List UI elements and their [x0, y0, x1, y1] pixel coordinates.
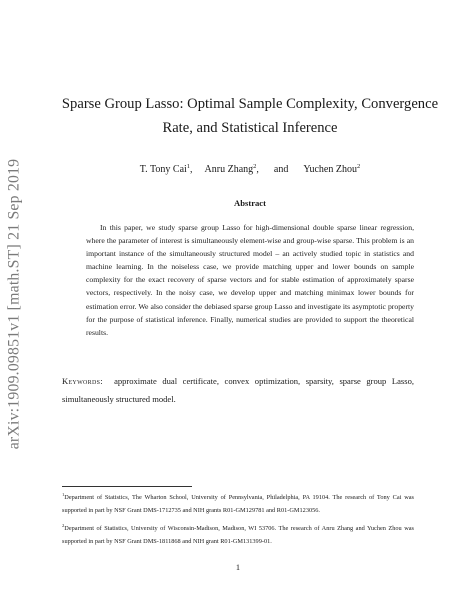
footnote-mark: 2: [62, 523, 65, 529]
author-name: Anru Zhang: [204, 164, 254, 175]
footnote: [62, 520, 414, 548]
author-list: T. Tony Cai$^1$, Anru Zhang$^2$, and Yuchen Zhou$^2$: [139, 163, 361, 175]
abstract-heading: Abstract: [234, 198, 266, 208]
author-affiliation-mark: 1: [186, 163, 191, 170]
arxiv-identifier-text: arXiv:1909.09851v1 [math.ST] 21 Sep 2019: [5, 158, 22, 450]
footnotes: [62, 489, 414, 552]
author-conjunction: and: [273, 164, 289, 175]
abstract-body: In this paper, we study sparse group Lasso for high-dimensional double sparse linear regression, where the parameter of interest is simultaneously element-wise and group-wise sparse. This problem is an important instance of the simultaneously structured model – an actively studied topic in statistics and machine learning. In the noiseless case, we provide matching upper and lower bounds on sample complexity for the exact recovery of sparse vectors and for stable estimation of approximately sparse vectors, respectively. In the noisy case, we develop upper and matching minimax lower bounds for estimation error. We also consider the debiased sparse group Lasso and investigate its asymptotic property for the purpose of statistical inference. Finally, numerical studies are provided to support the theoretical results.: [86, 223, 414, 337]
footnote-divider: [62, 486, 192, 487]
arxiv-identifier-stamp: [2, 154, 26, 454]
paper-title: Sparse Group Lasso: Optimal Sample Complexity, Convergence Rate, and Statistical Inference: [61, 96, 439, 136]
page-number: 1: [235, 563, 241, 572]
author-name: Yuchen Zhou: [303, 164, 357, 175]
footnote-mark: 1: [62, 492, 65, 497]
author-name: T. Tony Cai: [139, 164, 187, 175]
footnote: [62, 489, 414, 517]
footnote-text: Department of Statistics, University of Wisconsin-Madison, Madison, WI 53706. The research of Anru Zhang and Yuchen Zhou was supported in part by NSF Grant DMS-1811868 and NIH grant R01-GM131399-01.: [62, 525, 414, 546]
keywords-label: Keywords:: [62, 376, 103, 386]
footnote-text: Department of Statistics, The Wharton School, University of Pennsylvania, Philadelphia, PA 19104. The research of Tony Cai was supported in part by NSF Grant DMS-1712735 and NIH grants R01-GM129781 and R01-GM123056.: [62, 494, 414, 514]
keywords-section: [62, 372, 414, 408]
author-affiliation-mark: 2: [356, 163, 361, 170]
keywords-text: approximate dual certificate, convex optimization, sparsity, sparse group Lasso, simultaneously structured model.: [62, 376, 414, 404]
author-affiliation-mark: 2: [253, 163, 257, 170]
